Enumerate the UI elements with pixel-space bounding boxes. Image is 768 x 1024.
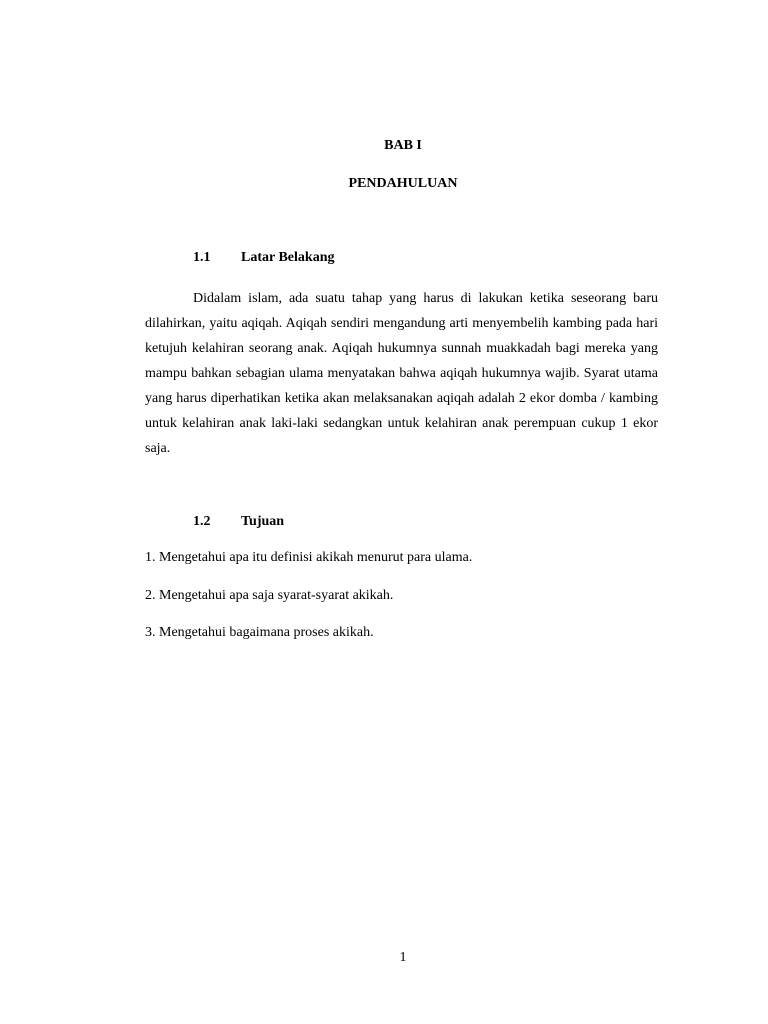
goal-item: 3. Mengetahui bagaimana proses akikah.	[145, 625, 374, 640]
section-number: 1.2	[193, 514, 211, 529]
background-paragraph: Didalam islam, ada suatu tahap yang harus di lakukan ketika seseorang baru dilahirkan, yaitu aqiqah. Aqiqah sendiri mengandung arti menyembelih kambing pada hari ketujuh kelahiran seorang anak. Aqiqah hukumnya sunnah muakkadah bagi mereka yang mampu bahkan sebagian ulama menyatakan bahwa aqiqah hukumnya wajib. Syarat utama yang harus diperhatikan ketika akan melaksanakan aqiqah adalah 2 ekor domba / kambing untuk kelahiran anak laki-laki sedangkan untuk kelahiran anak perempuan cukup 1 ekor saja.	[145, 291, 658, 456]
chapter-label: BAB I	[384, 138, 422, 153]
chapter-title: PENDAHULUAN	[348, 176, 458, 191]
section-heading-tujuan	[193, 512, 284, 532]
section-title: Tujuan	[241, 514, 285, 529]
goal-item: 1. Mengetahui apa itu definisi akikah menurut para ulama.	[145, 550, 473, 565]
goal-item: 2. Mengetahui apa saja syarat-syarat akikah.	[145, 588, 394, 603]
section-title: Latar Belakang	[241, 250, 335, 265]
section-heading-latar-belakang	[193, 248, 334, 268]
section-number: 1.1	[193, 250, 211, 265]
page-number: 1	[399, 950, 407, 965]
